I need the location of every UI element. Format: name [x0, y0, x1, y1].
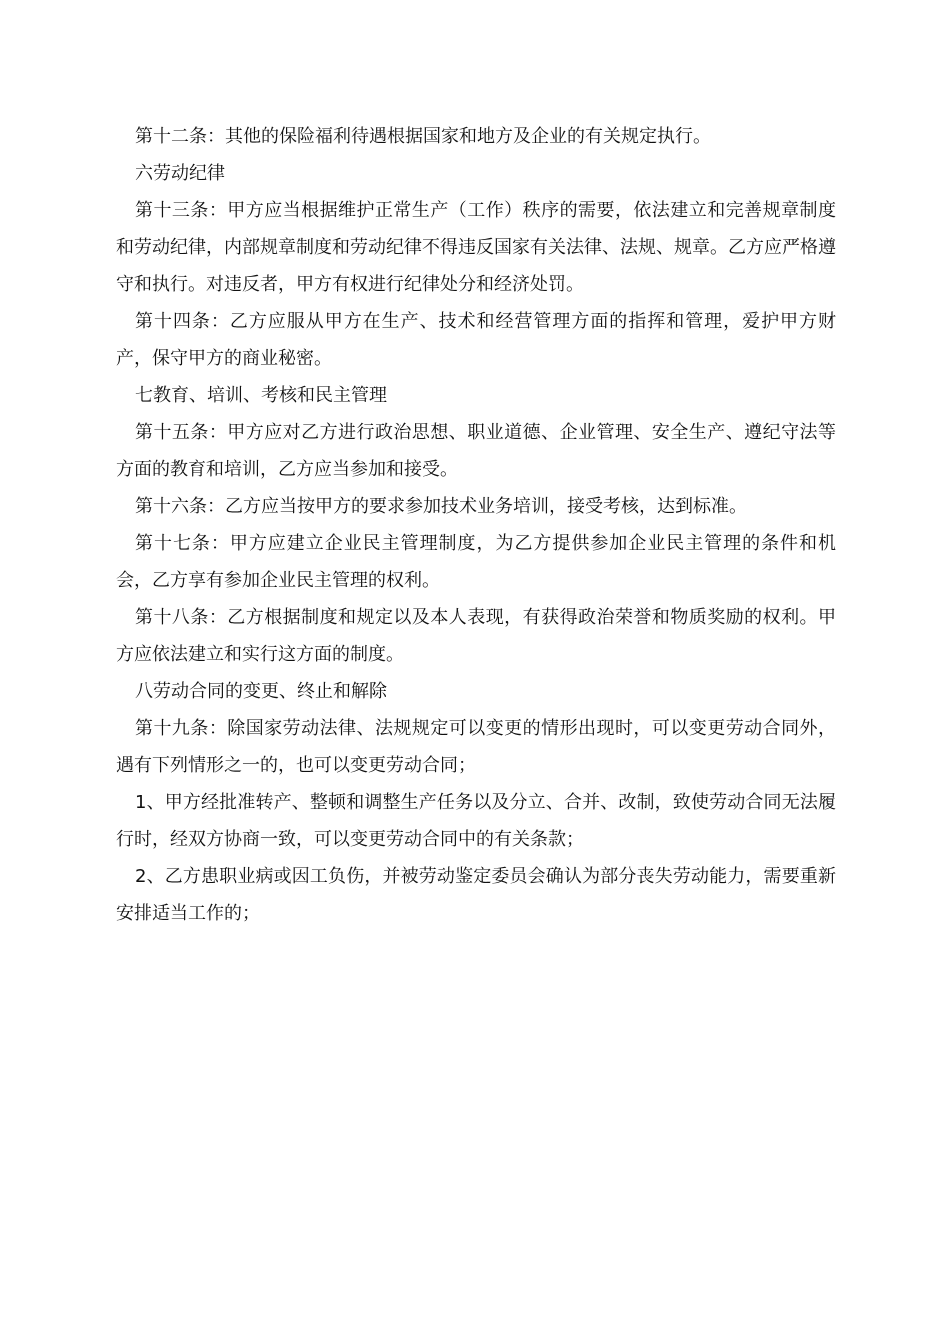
document-body [116, 118, 836, 932]
section-heading-education-training: 七教育、培训、考核和民主管理 [135, 385, 387, 406]
article-17: 第十七条：甲方应建立企业民主管理制度，为乙方提供参加企业民主管理的条件和机会，乙方享有参加企业民主管理的权利。 [116, 533, 836, 591]
article-18: 第十八条：乙方根据制度和规定以及本人表现，有获得政治荣誉和物质奖励的权利。甲方应依法建立和实行这方面的制度。 [116, 607, 836, 665]
clause-item-1: 1、甲方经批准转产、整顿和调整生产任务以及分立、合并、改制，致使劳动合同无法履行时，经双方协商一致，可以变更劳动合同中的有关条款； [116, 792, 836, 850]
article-19: 第十九条：除国家劳动法律、法规规定可以变更的情形出现时，可以变更劳动合同外，遇有下列情形之一的，也可以变更劳动合同； [116, 718, 836, 776]
article-12: 第十二条：其他的保险福利待遇根据国家和地方及企业的有关规定执行。 [135, 126, 711, 147]
clause-item-2: 2、乙方患职业病或因工负伤，并被劳动鉴定委员会确认为部分丧失劳动能力，需要重新安排适当工作的； [116, 866, 836, 924]
article-15: 第十五条：甲方应对乙方进行政治思想、职业道德、企业管理、安全生产、遵纪守法等方面的教育和培训，乙方应当参加和接受。 [116, 422, 836, 480]
article-16: 第十六条：乙方应当按甲方的要求参加技术业务培训，接受考核，达到标准。 [135, 496, 747, 517]
section-heading-contract-changes: 八劳动合同的变更、终止和解除 [135, 681, 387, 702]
article-14: 第十四条：乙方应服从甲方在生产、技术和经营管理方面的指挥和管理，爱护甲方财产，保守甲方的商业秘密。 [116, 311, 836, 369]
article-13: 第十三条：甲方应当根据维护正常生产（工作）秩序的需要，依法建立和完善规章制度和劳动纪律，内部规章制度和劳动纪律不得违反国家有关法律、法规、规章。乙方应严格遵守和执行。对违反者，甲方有权进行纪律处分和经济处罚。 [116, 200, 836, 295]
section-heading-labor-discipline: 六劳动纪律 [135, 163, 225, 184]
